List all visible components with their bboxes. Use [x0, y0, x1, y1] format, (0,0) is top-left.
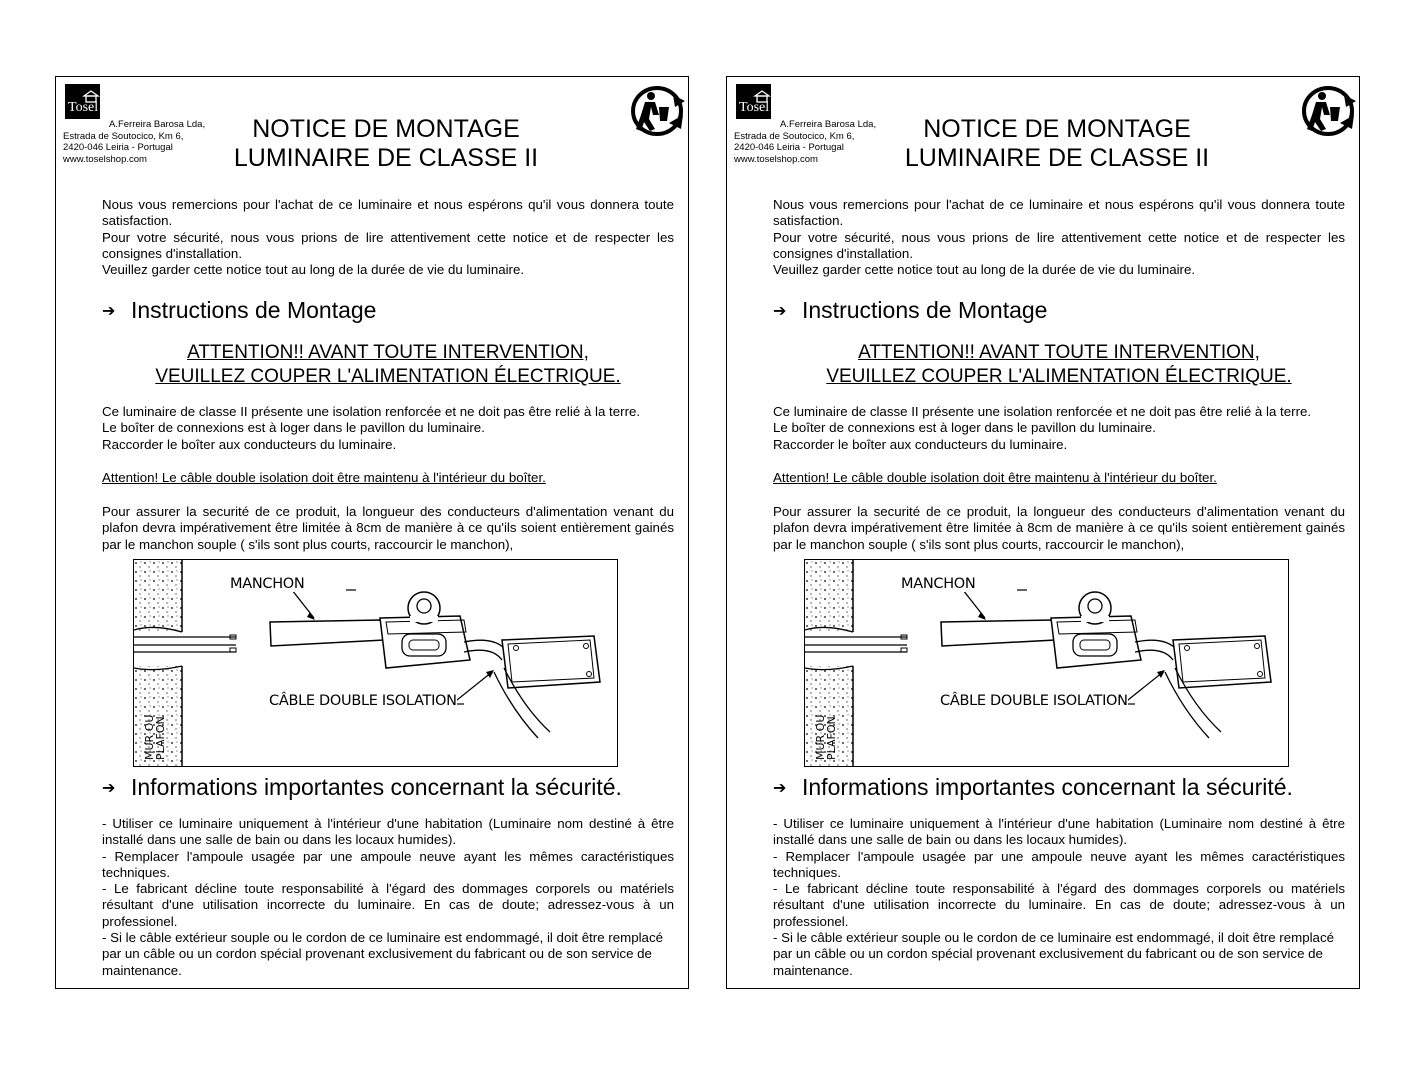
- company-city: 2420-046 Leiria - Portugal: [63, 142, 173, 153]
- company-website: www.toselshop.com: [63, 153, 147, 165]
- weee-recycling-icon: [629, 85, 687, 137]
- logo-text: Tosel: [68, 100, 99, 115]
- company-street: Estrada de Soutocico, Km 6,: [734, 130, 855, 142]
- tosel-logo: [736, 84, 771, 119]
- safety-item: - Le fabricant décline toute responsabilité à l'égard des dommages corporels ou matériels résultant d'une utilisation incorrecte du luminaire. En cas de doute; adressez-vous à un professionel.: [773, 881, 1345, 929]
- intro-safety: Pour votre sécurité, nous vous prions de lire attentivement cette notice et de respecter les consignes d'installation.: [773, 229, 1345, 261]
- logo-text: Tosel: [739, 100, 770, 115]
- arrow-right-icon: ➔: [102, 303, 116, 320]
- arrow-right-icon: ➔: [102, 780, 116, 797]
- company-name: A.Ferreira Barosa Lda,: [780, 119, 877, 130]
- company-name: A.Ferreira Barosa Lda,: [109, 119, 206, 130]
- intro-keep: Veuillez garder cette notice tout au long de la durée de vie du luminaire.: [773, 262, 1196, 278]
- intro-paragraph: [773, 197, 1345, 278]
- intro-keep: Veuillez garder cette notice tout au long de la durée de vie du luminaire.: [102, 262, 525, 278]
- attention-notice: ATTENTION!! AVANT TOUTE INTERVENTION, VEUILLEZ COUPER L'ALIMENTATION ÉLECTRIQUE.: [155, 342, 621, 387]
- class-ii-paragraph: Ce luminaire de classe II présente une isolation renforcée et ne doit pas être relié à la terre. Le boîter de connexions est à loger dans le pavillon du luminaire. Raccorder le boîter aux conducteurs du luminaire.: [102, 404, 641, 452]
- section-heading-safety: ➔ Informations importantes concernant la sécurité.: [773, 773, 1293, 803]
- safety-item: - Si le câble extérieur souple ou le cordon de ce luminaire est endommagé, il doit être remplacé par un câble ou un cordon spécial provenant exclusivement du fabricant ou de son service de maintenance.: [102, 930, 663, 978]
- section-heading-safety: ➔ Informations importantes concernant la sécurité.: [102, 773, 622, 803]
- title-line-2: LUMINAIRE DE CLASSE II: [233, 144, 539, 172]
- document-title: [156, 115, 616, 173]
- cable-warning: Attention! Le câble double isolation doit être maintenu à l'intérieur du boîter.: [773, 470, 1217, 485]
- intro-thanks: Nous vous remercions pour l'achat de ce luminaire et nous espérons qu'il vous donnera toute satisfaction.: [102, 197, 674, 229]
- label-double-insulation-cable: CÂBLE DOUBLE ISOLATION: [269, 693, 457, 709]
- label-wall-ceiling: MUR OU PLAFON: [143, 714, 167, 760]
- safety-item: - Si le câble extérieur souple ou le cordon de ce luminaire est endommagé, il doit être remplacé par un câble ou un cordon spécial provenant exclusivement du fabricant ou de son service de maintenance.: [773, 930, 1334, 978]
- safety-item: - Utiliser ce luminaire uniquement à l'intérieur d'une habitation (Luminaire nom destiné à être installé dans une salle de bain ou dans les locaux humides).: [773, 816, 1345, 848]
- safety-item: - Utiliser ce luminaire uniquement à l'intérieur d'une habitation (Luminaire nom destiné à être installé dans une salle de bain ou dans les locaux humides).: [102, 816, 674, 848]
- company-street: Estrada de Soutocico, Km 6,: [63, 130, 184, 142]
- wiring-diagram: [804, 559, 1289, 767]
- document-title: [827, 115, 1287, 173]
- intro-thanks: Nous vous remercions pour l'achat de ce luminaire et nous espérons qu'il vous donnera toute satisfaction.: [773, 197, 1345, 229]
- instruction-sheet-right: [726, 76, 1360, 989]
- safety-list: [773, 816, 1345, 979]
- tosel-logo: [65, 84, 100, 119]
- arrow-right-icon: ➔: [773, 780, 787, 797]
- conductor-length-paragraph: Pour assurer la securité de ce produit, la longueur des conducteurs d'alimentation venant du plafon devra impérativement être limitée à 8cm de manière à ce qu'ils soient entièrement gainés par le manchon souple ( s'ils sont plus courts, raccourcir le manchon),: [102, 504, 674, 552]
- weee-recycling-icon: [1300, 85, 1358, 137]
- section-heading-instructions: ➔ Instructions de Montage: [102, 296, 376, 326]
- title-line-1: NOTICE DE MONTAGE: [923, 115, 1191, 143]
- attention-notice: ATTENTION!! AVANT TOUTE INTERVENTION, VEUILLEZ COUPER L'ALIMENTATION ÉLECTRIQUE.: [826, 342, 1292, 387]
- cable-warning: Attention! Le câble double isolation doit être maintenu à l'intérieur du boîter.: [102, 470, 546, 485]
- arrow-right-icon: ➔: [773, 303, 787, 320]
- intro-safety: Pour votre sécurité, nous vous prions de lire attentivement cette notice et de respecter les consignes d'installation.: [102, 229, 674, 261]
- label-sleeve: MANCHON: [230, 576, 305, 592]
- company-website: www.toselshop.com: [734, 153, 818, 165]
- safety-item: - Remplacer l'ampoule usagée par une ampoule neuve ayant les mêmes caractéristiques techniques.: [773, 848, 1345, 880]
- section-heading-instructions: ➔ Instructions de Montage: [773, 296, 1047, 326]
- safety-item: - Le fabricant décline toute responsabilité à l'égard des dommages corporels ou matériels résultant d'une utilisation incorrecte du luminaire. En cas de doute; adressez-vous à un professionel.: [102, 881, 674, 929]
- label-double-insulation-cable: CÂBLE DOUBLE ISOLATION: [940, 693, 1128, 709]
- wiring-diagram: [133, 559, 618, 767]
- safety-list: [102, 816, 674, 979]
- label-wall-ceiling: MUR OU PLAFON: [814, 714, 838, 760]
- instruction-sheet-left: [55, 76, 689, 989]
- safety-item: - Remplacer l'ampoule usagée par une ampoule neuve ayant les mêmes caractéristiques techniques.: [102, 848, 674, 880]
- intro-paragraph: [102, 197, 674, 278]
- class-ii-paragraph: Ce luminaire de classe II présente une isolation renforcée et ne doit pas être relié à la terre. Le boîter de connexions est à loger dans le pavillon du luminaire. Raccorder le boîter aux conducteurs du luminaire.: [773, 404, 1312, 452]
- title-line-2: LUMINAIRE DE CLASSE II: [904, 144, 1210, 172]
- label-sleeve: MANCHON: [901, 576, 976, 592]
- title-line-1: NOTICE DE MONTAGE: [252, 115, 520, 143]
- company-city: 2420-046 Leiria - Portugal: [734, 142, 844, 153]
- conductor-length-paragraph: Pour assurer la securité de ce produit, la longueur des conducteurs d'alimentation venant du plafon devra impérativement être limitée à 8cm de manière à ce qu'ils soient entièrement gainés par le manchon souple ( s'ils sont plus courts, raccourcir le manchon),: [773, 504, 1345, 552]
